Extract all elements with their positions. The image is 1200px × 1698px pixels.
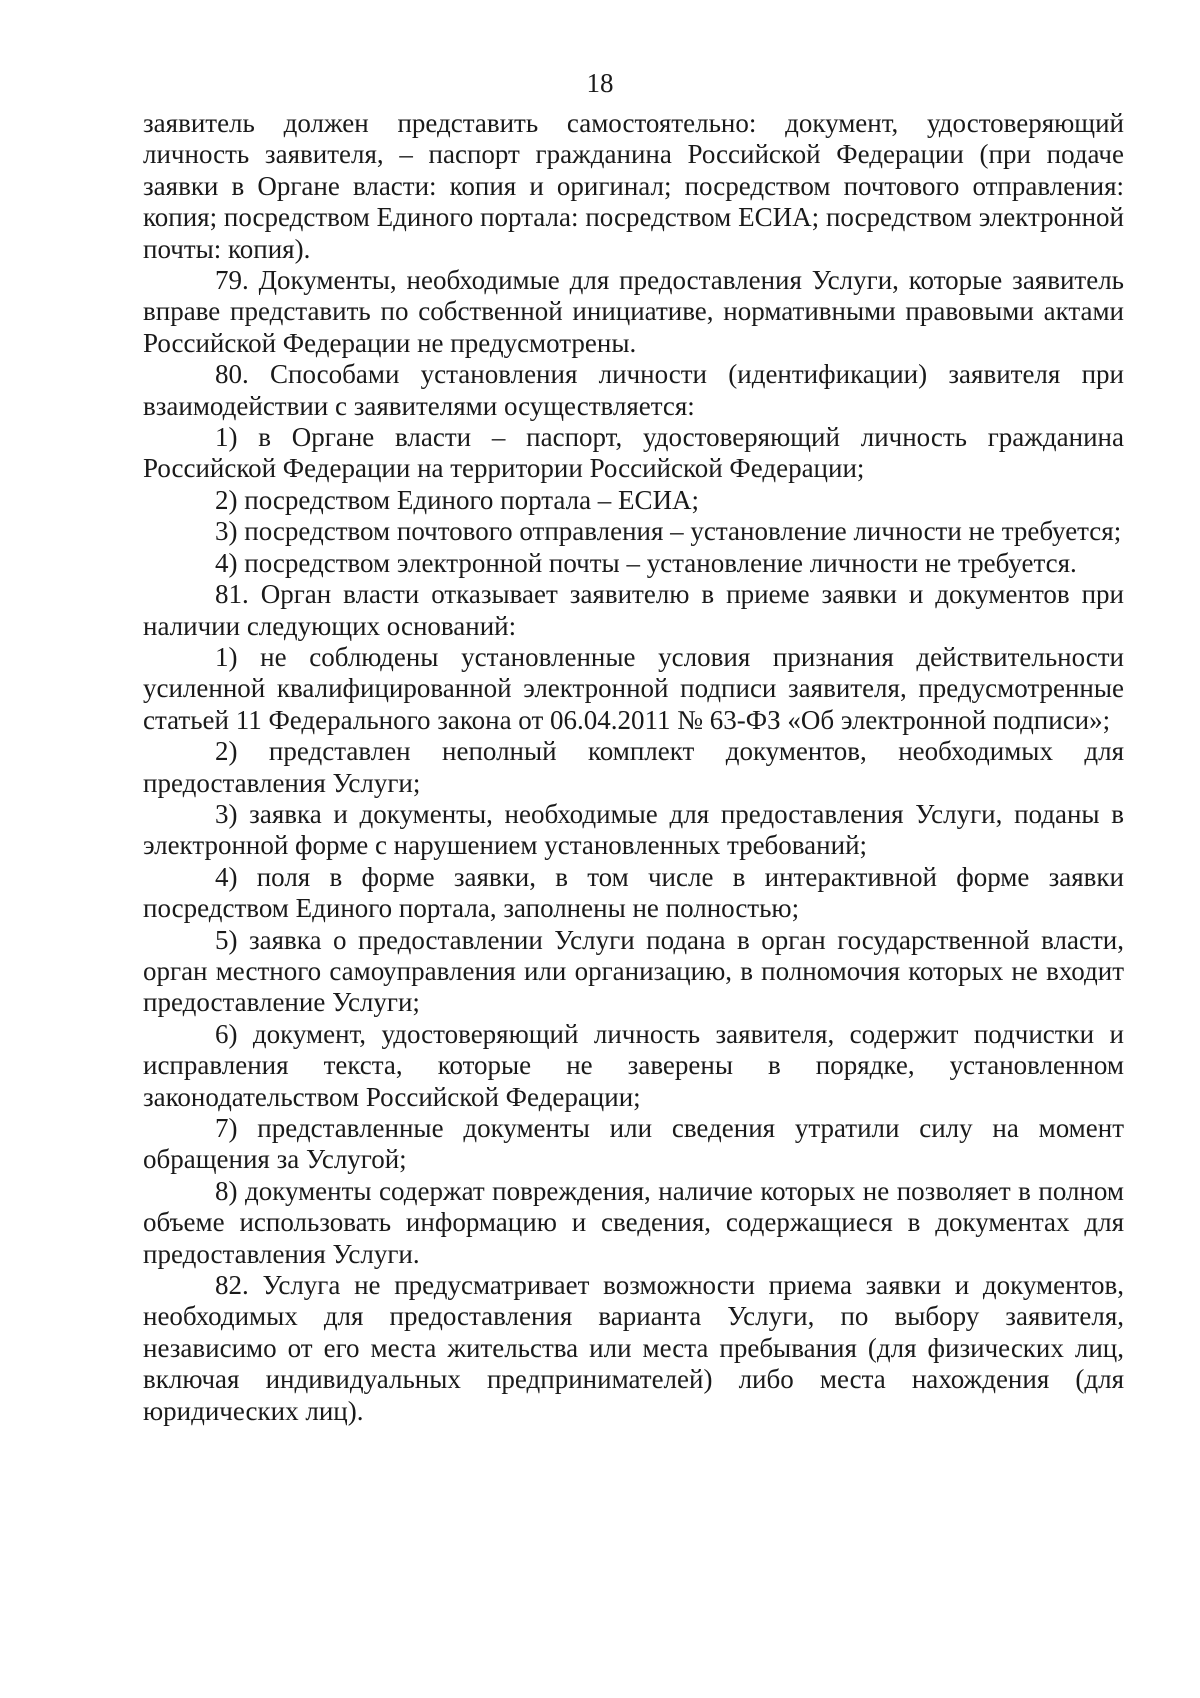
paragraph-81-item-3: 3) заявка и документы, необходимые для предоставления Услуги, поданы в электронной форме с нарушением установленных требований;	[143, 798, 1124, 861]
paragraph-81-item-7: 7) представленные документы или сведения утратили силу на момент обращения за Услугой;	[143, 1113, 1124, 1175]
paragraph-79: 79. Документы, необходимые для предоставления Услуги, которые заявитель вправе представить по собственной инициативе, нормативными правовыми актами Российской Федерации не предусмотрены.	[143, 265, 1124, 358]
paragraph-continuation: заявитель должен представить самостоятельно: документ, удостоверяющий личность заявителя, – паспорт гражданина Российской Федерации (при подаче заявки в Органе власти: копия и оригинал; посредством почтового отправления: копия; посредством Единого портала: посредством ЕСИА; посредством электронной почты: копия).	[143, 108, 1124, 264]
paragraph-81-item-1: 1) не соблюдены установленные условия признания действительности усиленной квалифицированной электронной подписи заявителя, предусмотренные статьей 11 Федерального закона от 06.04.2011 № 63-ФЗ «Об электронной подписи»;	[143, 641, 1124, 735]
paragraph-80-item-3: 3) посредством почтового отправления – установление личности не требуется;	[215, 516, 1122, 547]
paragraph-80-item-2: 2) посредством Единого портала – ЕСИА;	[215, 484, 700, 515]
paragraph-81-item-5: 5) заявка о предоставлении Услуги подана в орган государственной власти, орган местного самоуправления или организацию, в полномочия которых не входит предоставление Услуги;	[143, 924, 1124, 1018]
document-body	[143, 108, 1124, 1427]
paragraph-81-item-2: 2) представлен неполный комплект документов, необходимых для предоставления Услуги;	[143, 736, 1124, 798]
paragraph-81-item-4: 4) поля в форме заявки, в том числе в интерактивной форме заявки посредством Единого портала, заполнены не полностью;	[143, 861, 1124, 924]
paragraph-80-item-1: 1) в Органе власти – паспорт, удостоверяющий личность гражданина Российской Федерации на территории Российской Федерации;	[143, 422, 1124, 484]
paragraph-81-item-8: 8) документы содержат повреждения, наличие которых не позволяет в полном объеме использовать информацию и сведения, содержащиеся в документах для предоставления Услуги.	[143, 1175, 1124, 1269]
page-number: 18	[586, 68, 614, 98]
paragraph-82: 82. Услуга не предусматривает возможности приема заявки и документов, необходимых для предоставления варианта Услуги, по выбору заявителя, независимо от его места жительства или места пребывания (для физических лиц, включая индивидуальных предпринимателей) либо места нахождения (для юридических лиц).	[143, 1270, 1124, 1426]
paragraph-80-item-4: 4) посредством электронной почты – установление личности не требуется.	[215, 547, 1077, 578]
paragraph-80: 80. Способами установления личности (идентификации) заявителя при взаимодействии с заявителями осуществляется:	[143, 359, 1124, 421]
paragraph-81: 81. Орган власти отказывает заявителю в приеме заявки и документов при наличии следующих оснований:	[143, 579, 1124, 641]
paragraph-81-item-6: 6) документ, удостоверяющий личность заявителя, содержит подчистки и исправления текста, которые не заверены в порядке, установленном законодательством Российской Федерации;	[143, 1018, 1124, 1112]
